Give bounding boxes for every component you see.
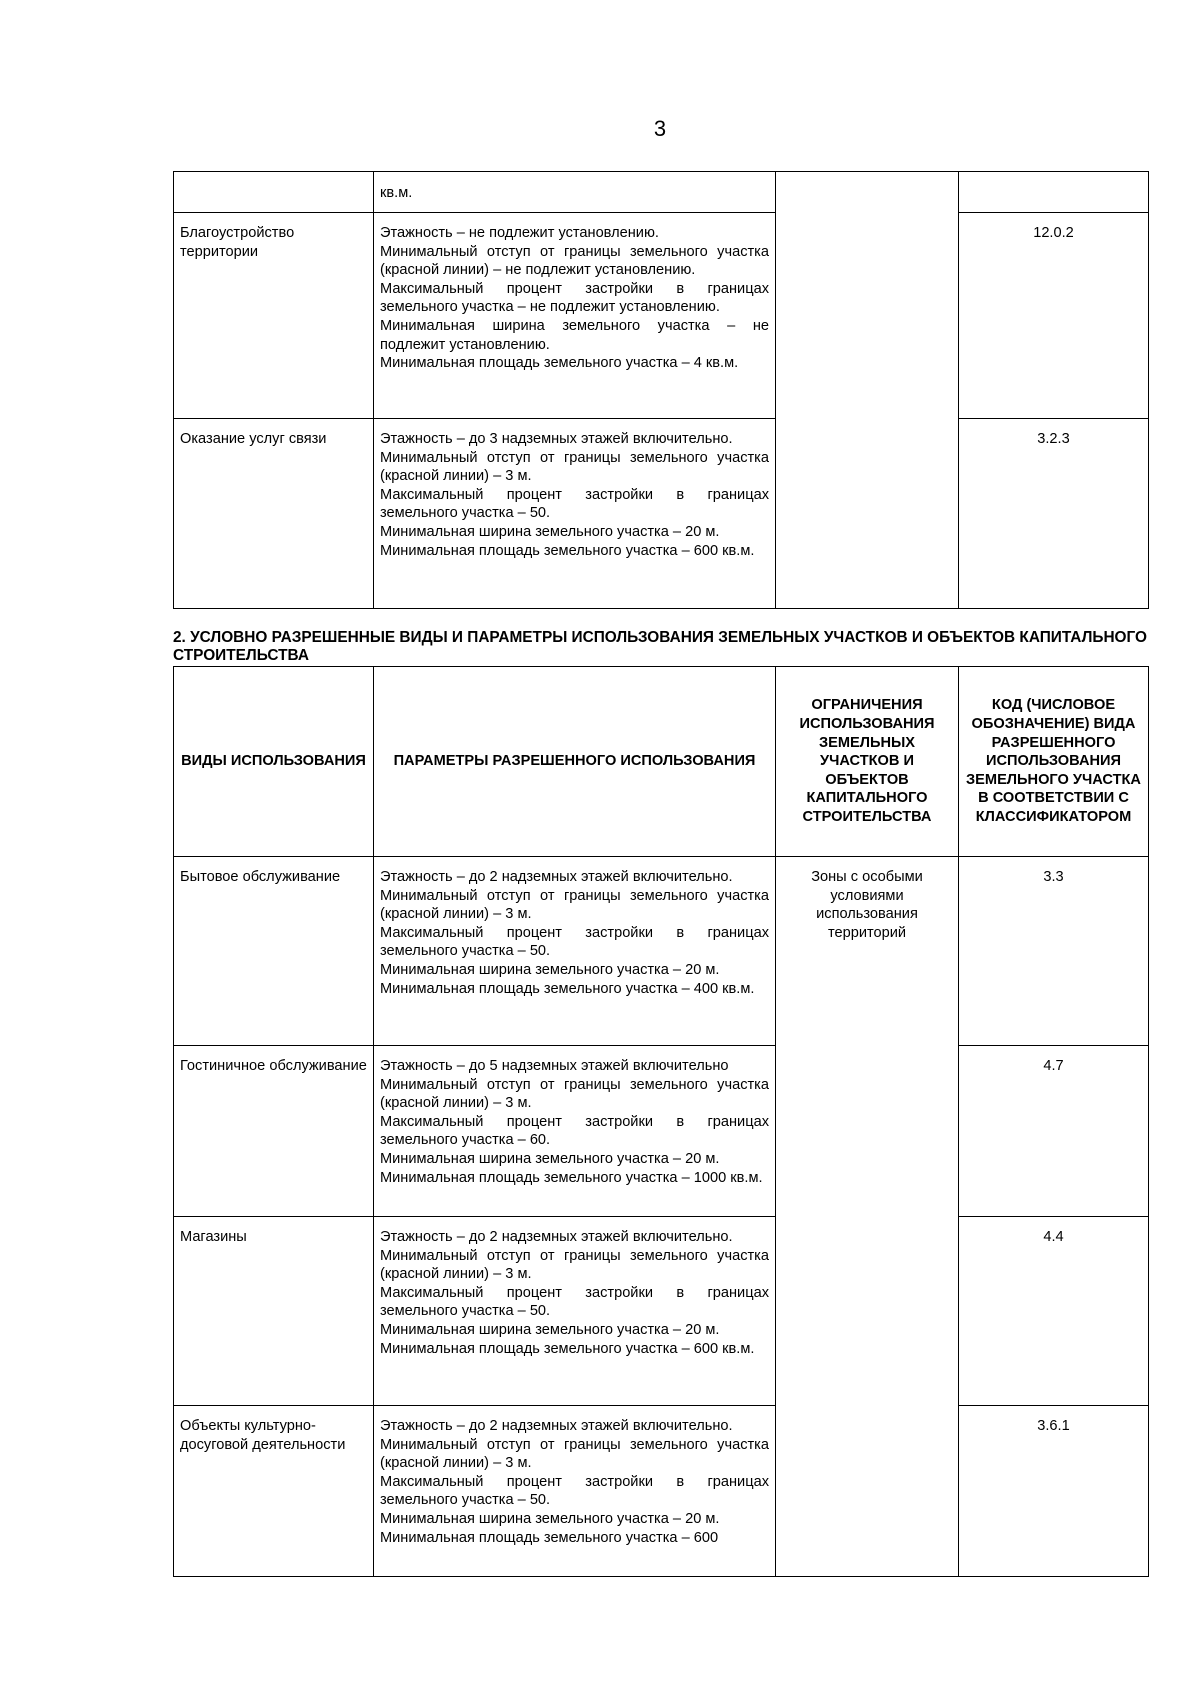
param-line: Этажность – до 2 надземных этажей включительно. [380, 1229, 733, 1245]
param-line: Минимальный отступ от границы земельного участка (красной линии) – 3 м. [380, 887, 769, 923]
params-cell [374, 1217, 776, 1406]
table-row [174, 1406, 1149, 1577]
param-line: Максимальный процент застройки в границах земельного участка – 60. [380, 1113, 769, 1149]
header-restrictions: ОГРАНИЧЕНИЯ ИСПОЛЬЗОВАНИЯ ЗЕМЕЛЬНЫХ УЧАСТКОВ И ОБЪЕКТОВ КАПИТАЛЬНОГО СТРОИТЕЛЬСТВА [776, 667, 959, 857]
use-kind-cell: Объекты культурно-досуговой деятельности [174, 1406, 374, 1577]
param-line: Минимальная ширина земельного участка – 20 м. [380, 961, 720, 978]
param-line: Этажность – до 3 надземных этажей включительно. [380, 431, 733, 447]
param-line: Минимальная площадь земельного участка – 600 [380, 1529, 719, 1546]
table-row [174, 419, 1149, 609]
param-line: Максимальный процент застройки в границах земельного участка – не подлежит установлению. [380, 280, 769, 316]
param-line: Минимальная ширина земельного участка – не подлежит установлению. [380, 317, 769, 353]
params-cell [374, 213, 776, 419]
code-cell: 12.0.2 [959, 213, 1149, 419]
table-row [174, 213, 1149, 419]
param-line: Максимальный процент застройки в границах земельного участка – 50. [380, 924, 769, 960]
main-uses-table [173, 171, 1149, 609]
header-code: КОД (ЧИСЛОВОЕ ОБОЗНАЧЕНИЕ) ВИДА РАЗРЕШЕННОГО ИСПОЛЬЗОВАНИЯ ЗЕМЕЛЬНОГО УЧАСТКА В СООТВЕТСТВИИ С КЛАССИФИКАТОРОМ [959, 667, 1149, 857]
param-line: кв.м. [380, 185, 413, 201]
header-kind: ВИДЫ ИСПОЛЬЗОВАНИЯ [174, 667, 374, 857]
param-line: Этажность – до 2 надземных этажей включительно. [380, 1418, 733, 1434]
param-line: Максимальный процент застройки в границах земельного участка – 50. [380, 486, 769, 522]
code-cell: 3.3 [959, 857, 1149, 1046]
param-line: Этажность – до 2 надземных этажей включительно. [380, 869, 733, 885]
param-line: Этажность – до 5 надземных этажей включительно [380, 1058, 729, 1074]
param-line: Минимальная ширина земельного участка – 20 м. [380, 1510, 720, 1527]
use-kind-cell: Оказание услуг связи [174, 419, 374, 609]
table-row [174, 1046, 1149, 1217]
code-cell [959, 172, 1149, 213]
use-kind-cell: Гостиничное обслуживание [174, 1046, 374, 1217]
use-kind-cell: Благоустройство территории [174, 213, 374, 419]
param-line: Минимальная ширина земельного участка – 20 м. [380, 523, 720, 540]
code-cell: 3.6.1 [959, 1406, 1149, 1577]
code-cell: 4.7 [959, 1046, 1149, 1217]
table-header-row [174, 667, 1149, 857]
param-line: Минимальная площадь земельного участка – 600 кв.м. [380, 542, 755, 559]
params-cell [374, 1406, 776, 1577]
use-kind-cell: Бытовое обслуживание [174, 857, 374, 1046]
param-line: Минимальная ширина земельного участка – 20 м. [380, 1150, 720, 1167]
restrictions-cell: Зоны с особыми условиями использования территорий [776, 857, 959, 1577]
param-line: Минимальная площадь земельного участка – 4 кв.м. [380, 355, 739, 372]
section-title: 2. УСЛОВНО РАЗРЕШЕННЫЕ ВИДЫ И ПАРАМЕТРЫ ИСПОЛЬЗОВАНИЯ ЗЕМЕЛЬНЫХ УЧАСТКОВ И ОБЪЕКТОВ КАПИТАЛЬНОГО СТРОИТЕЛЬСТВА [173, 629, 1148, 664]
restrictions-cell [776, 172, 959, 609]
table-row [174, 1217, 1149, 1406]
params-cell [374, 172, 776, 213]
param-line: Минимальный отступ от границы земельного участка (красной линии) – не подлежит установлению. [380, 243, 769, 279]
conditional-uses-table [173, 666, 1149, 1577]
header-params: ПАРАМЕТРЫ РАЗРЕШЕННОГО ИСПОЛЬЗОВАНИЯ [374, 667, 776, 857]
params-cell [374, 857, 776, 1046]
param-line: Минимальный отступ от границы земельного участка (красной линии) – 3 м. [380, 449, 769, 485]
param-line: Минимальная площадь земельного участка – 400 кв.м. [380, 980, 755, 997]
param-line: Максимальный процент застройки в границах земельного участка – 50. [380, 1284, 769, 1320]
param-line: Минимальный отступ от границы земельного участка (красной линии) – 3 м. [380, 1436, 769, 1472]
params-cell [374, 419, 776, 609]
param-line: Этажность – не подлежит установлению. [380, 225, 659, 241]
param-line: Минимальная ширина земельного участка – 20 м. [380, 1321, 720, 1338]
use-kind-cell [174, 172, 374, 213]
use-kind-cell: Магазины [174, 1217, 374, 1406]
code-cell: 4.4 [959, 1217, 1149, 1406]
table-row [174, 857, 1149, 1046]
param-line: Минимальный отступ от границы земельного участка (красной линии) – 3 м. [380, 1076, 769, 1112]
page-number: 3 [653, 116, 667, 141]
table-row [174, 172, 1149, 213]
code-cell: 3.2.3 [959, 419, 1149, 609]
param-line: Минимальная площадь земельного участка – 600 кв.м. [380, 1340, 755, 1357]
param-line: Минимальный отступ от границы земельного участка (красной линии) – 3 м. [380, 1247, 769, 1283]
param-line: Минимальная площадь земельного участка – 1000 кв.м. [380, 1169, 763, 1186]
param-line: Максимальный процент застройки в границах земельного участка – 50. [380, 1473, 769, 1509]
params-cell [374, 1046, 776, 1217]
